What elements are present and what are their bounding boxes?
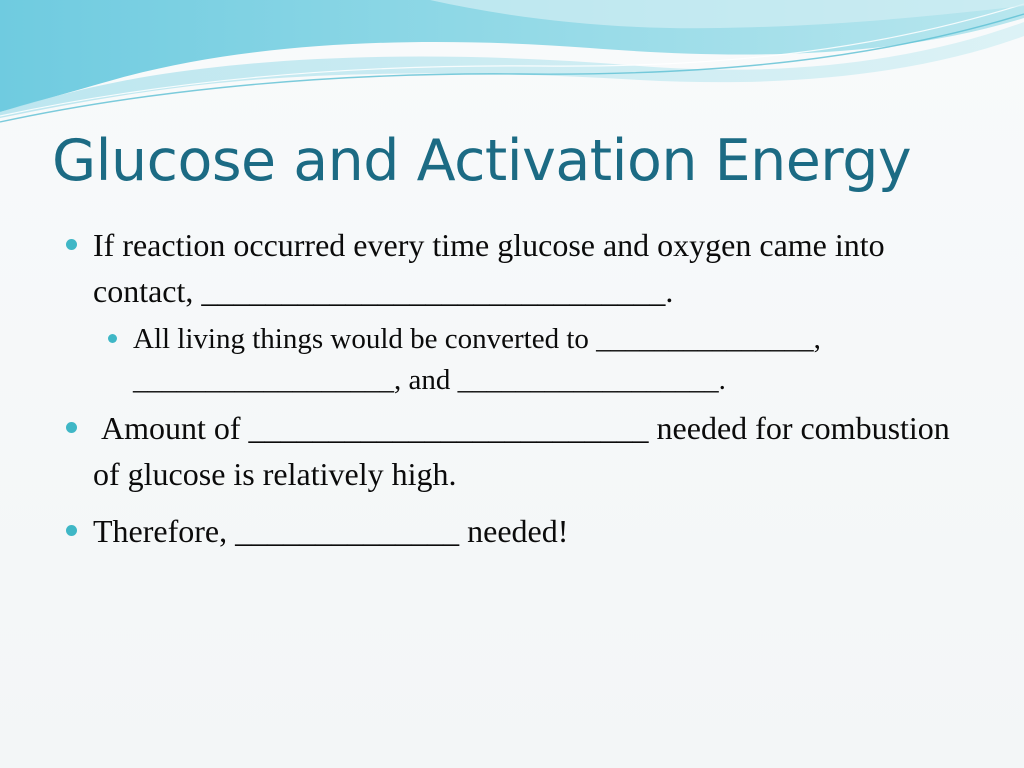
bullet-dot-icon <box>66 422 77 433</box>
decorative-wave-header <box>0 0 1024 130</box>
slide-body <box>60 222 960 554</box>
bullet-text: Amount of _________________________ needed for combustion of glucose is relatively high. <box>93 410 958 492</box>
bullet-dot-icon <box>66 525 77 536</box>
sub-bullet-text: All living things would be converted to _______________, __________________, and __________________. <box>133 323 821 396</box>
bullet-item <box>60 222 960 314</box>
bullet-text: If reaction occurred every time glucose and oxygen came into contact, _____________________________. <box>93 227 885 309</box>
bullet-dot-icon <box>108 334 117 343</box>
bullet-item <box>60 508 960 554</box>
bullet-dot-icon <box>66 239 77 250</box>
bullet-text: Therefore, ______________ needed! <box>93 513 569 549</box>
bullet-item <box>60 405 960 497</box>
sub-bullet-item <box>104 319 960 401</box>
slide-title: Glucose and Activation Energy <box>52 128 912 194</box>
